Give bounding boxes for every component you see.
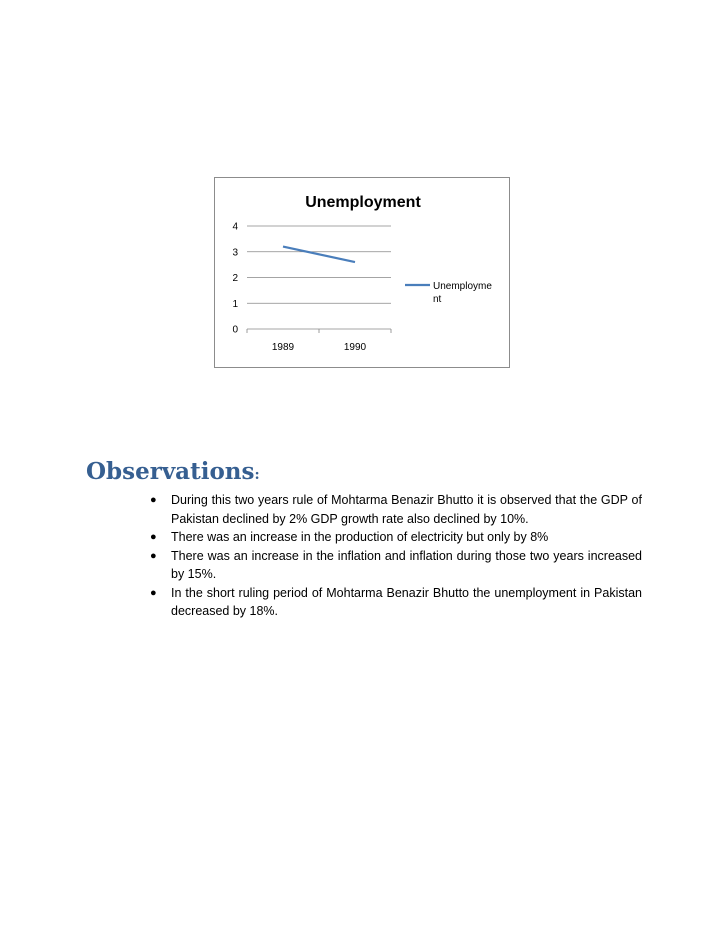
- y-tick-label: 3: [232, 247, 238, 259]
- observation-text: In the short ruling period of Mohtarma Benazir Bhutto the unemployment in Pakistan decreased by 18%.: [171, 585, 642, 618]
- observation-item: [150, 584, 642, 621]
- legend-label-line-1: Unemployme: [433, 281, 492, 292]
- observation-item: [150, 491, 642, 528]
- observation-text: There was an increase in the production of electricity but only by 8%: [171, 530, 549, 544]
- chart-axes: [232, 222, 391, 354]
- observation-text: During this two years rule of Mohtarma Benazir Bhutto it is observed that the GDP of Pakistan declined by 2% GDP growth rate also declined by 10%.: [171, 493, 642, 526]
- series-line-unemployment: [283, 247, 355, 262]
- legend-label-line-2: nt: [433, 294, 442, 305]
- y-tick-label: 4: [232, 221, 238, 233]
- observations-heading-colon: :: [254, 467, 260, 483]
- bullet-icon: ●: [150, 549, 157, 562]
- chart-series: [283, 247, 355, 262]
- chart-canvas: [215, 178, 511, 369]
- chart-gridlines: [247, 226, 391, 303]
- x-tick-label: 1989: [271, 342, 295, 353]
- bullet-icon: ●: [150, 586, 157, 599]
- observation-text: There was an increase in the inflation and inflation during those two years increased by 15%.: [171, 548, 642, 581]
- chart-title: Unemployment: [305, 194, 421, 211]
- x-tick-label: 1990: [343, 342, 367, 353]
- observation-item: [150, 547, 642, 584]
- y-tick-label: 1: [232, 298, 238, 310]
- bullet-icon: ●: [150, 531, 157, 543]
- y-tick-label: 0: [232, 324, 238, 336]
- observations-heading: [86, 457, 260, 490]
- unemployment-chart: [214, 177, 510, 368]
- chart-legend: [405, 281, 492, 305]
- observation-item: [150, 528, 642, 547]
- observations-list: [150, 491, 642, 621]
- bullet-icon: ●: [150, 494, 157, 506]
- observations-heading-text: Observations: [86, 458, 255, 485]
- y-tick-label: 2: [232, 273, 238, 284]
